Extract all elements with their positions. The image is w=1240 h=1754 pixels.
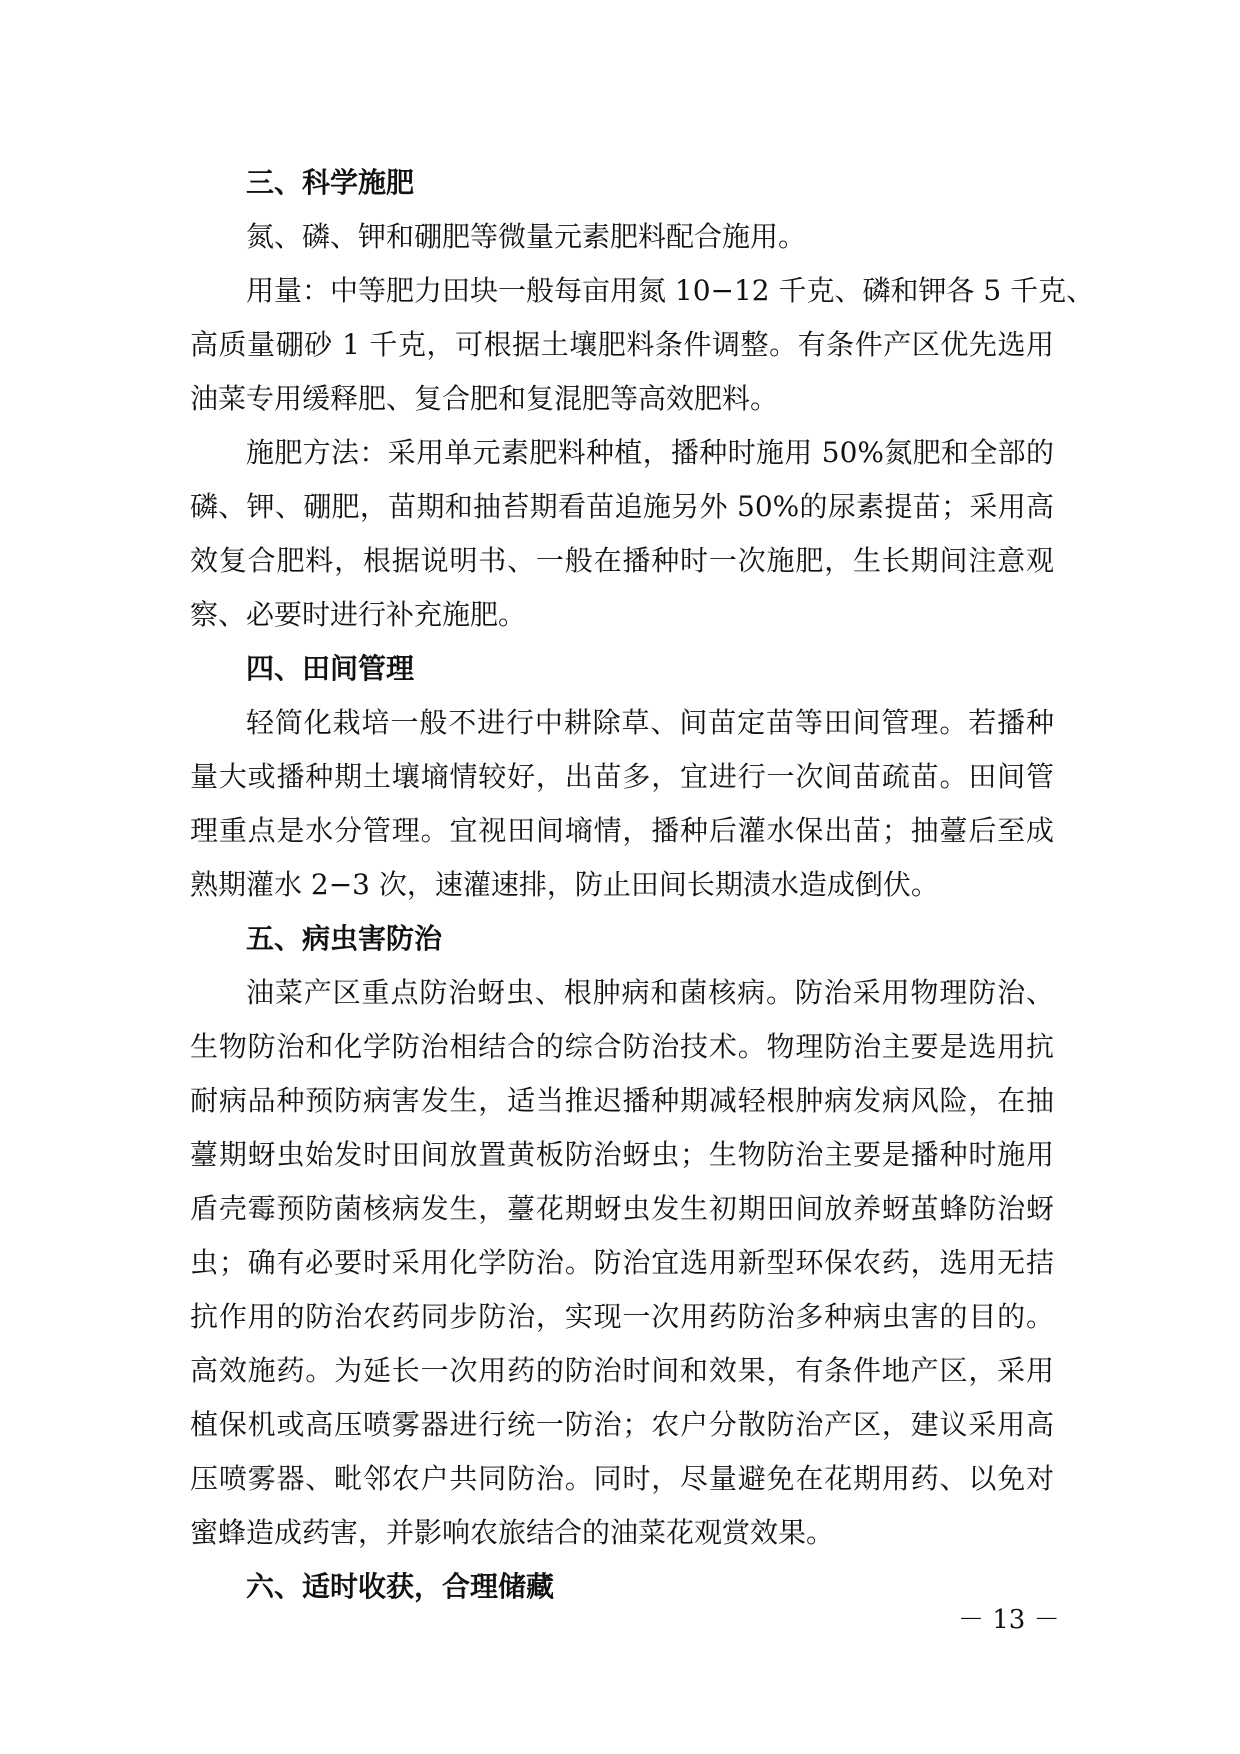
page-number: － 13 －	[958, 1605, 1060, 1635]
text-line: 轻简化栽培一般不进行中耕除草、间苗定苗等田间管理。若播种	[246, 706, 1054, 739]
document-body	[190, 156, 1095, 1614]
text-line: 耐病品种预防病害发生，适当推迟播种期减轻根肿病发病风险，在抽	[190, 1084, 1054, 1117]
text-line: 施肥方法：采用单元素肥料种植，播种时施用 50%氮肥和全部的	[246, 436, 1054, 469]
text-line: 量大或播种期土壤墒情较好，出苗多，宜进行一次间苗疏苗。田间管	[190, 760, 1054, 793]
text-line: 植保机或高压喷雾器进行统一防治；农户分散防治产区，建议采用高	[190, 1408, 1054, 1441]
section-heading: 四、田间管理	[246, 652, 415, 685]
text-line: 压喷雾器、毗邻农户共同防治。同时，尽量避免在花期用药、以免对	[190, 1462, 1054, 1495]
section-heading: 六、适时收获，合理储藏	[246, 1570, 555, 1603]
text-line: 理重点是水分管理。宜视田间墒情，播种后灌水保出苗；抽薹后至成	[190, 814, 1054, 847]
paragraph	[190, 264, 1095, 426]
text-line: 用量：中等肥力田块一般每亩用氮 10−12 千克、磷和钾各 5 千克、	[246, 274, 1095, 307]
text-line: 油菜专用缓释肥、复合肥和复混肥等高效肥料。	[190, 382, 779, 415]
text-line: 油菜产区重点防治蚜虫、根肿病和菌核病。防治采用物理防治、	[246, 976, 1054, 1009]
text-line: 察、必要时进行补充施肥。	[190, 598, 527, 631]
text-line: 高效施药。为延长一次用药的防治时间和效果，有条件地产区，采用	[190, 1354, 1054, 1387]
text-line: 蜜蜂造成药害，并影响农旅结合的油菜花观赏效果。	[190, 1516, 835, 1549]
text-line: 盾壳霉预防菌核病发生，薹花期蚜虫发生初期田间放养蚜茧蜂防治蚜	[190, 1192, 1054, 1225]
text-line: 虫；确有必要时采用化学防治。防治宜选用新型环保农药，选用无拮	[190, 1246, 1054, 1279]
paragraph	[190, 210, 1054, 264]
paragraph	[190, 426, 1054, 642]
section-heading: 三、科学施肥	[246, 166, 415, 199]
text-line: 薹期蚜虫始发时田间放置黄板防治蚜虫；生物防治主要是播种时施用	[190, 1138, 1054, 1171]
paragraph	[190, 696, 1054, 912]
text-line: 氮、磷、钾和硼肥等微量元素肥料配合施用。	[246, 220, 807, 253]
text-line: 生物防治和化学防治相结合的综合防治技术。物理防治主要是选用抗	[190, 1030, 1054, 1063]
text-line: 磷、钾、硼肥，苗期和抽苔期看苗追施另外 50%的尿素提苗；采用高	[190, 490, 1054, 523]
text-line: 熟期灌水 2−3 次，速灌速排，防止田间长期渍水造成倒伏。	[190, 868, 939, 901]
section-heading: 五、病虫害防治	[246, 922, 443, 955]
paragraph	[190, 966, 1054, 1560]
text-line: 高质量硼砂 1 千克，可根据土壤肥料条件调整。有条件产区优先选用	[190, 328, 1054, 361]
text-line: 抗作用的防治农药同步防治，实现一次用药防治多种病虫害的目的。	[190, 1300, 1054, 1333]
text-line: 效复合肥料，根据说明书、一般在播种时一次施肥，生长期间注意观	[190, 544, 1054, 577]
